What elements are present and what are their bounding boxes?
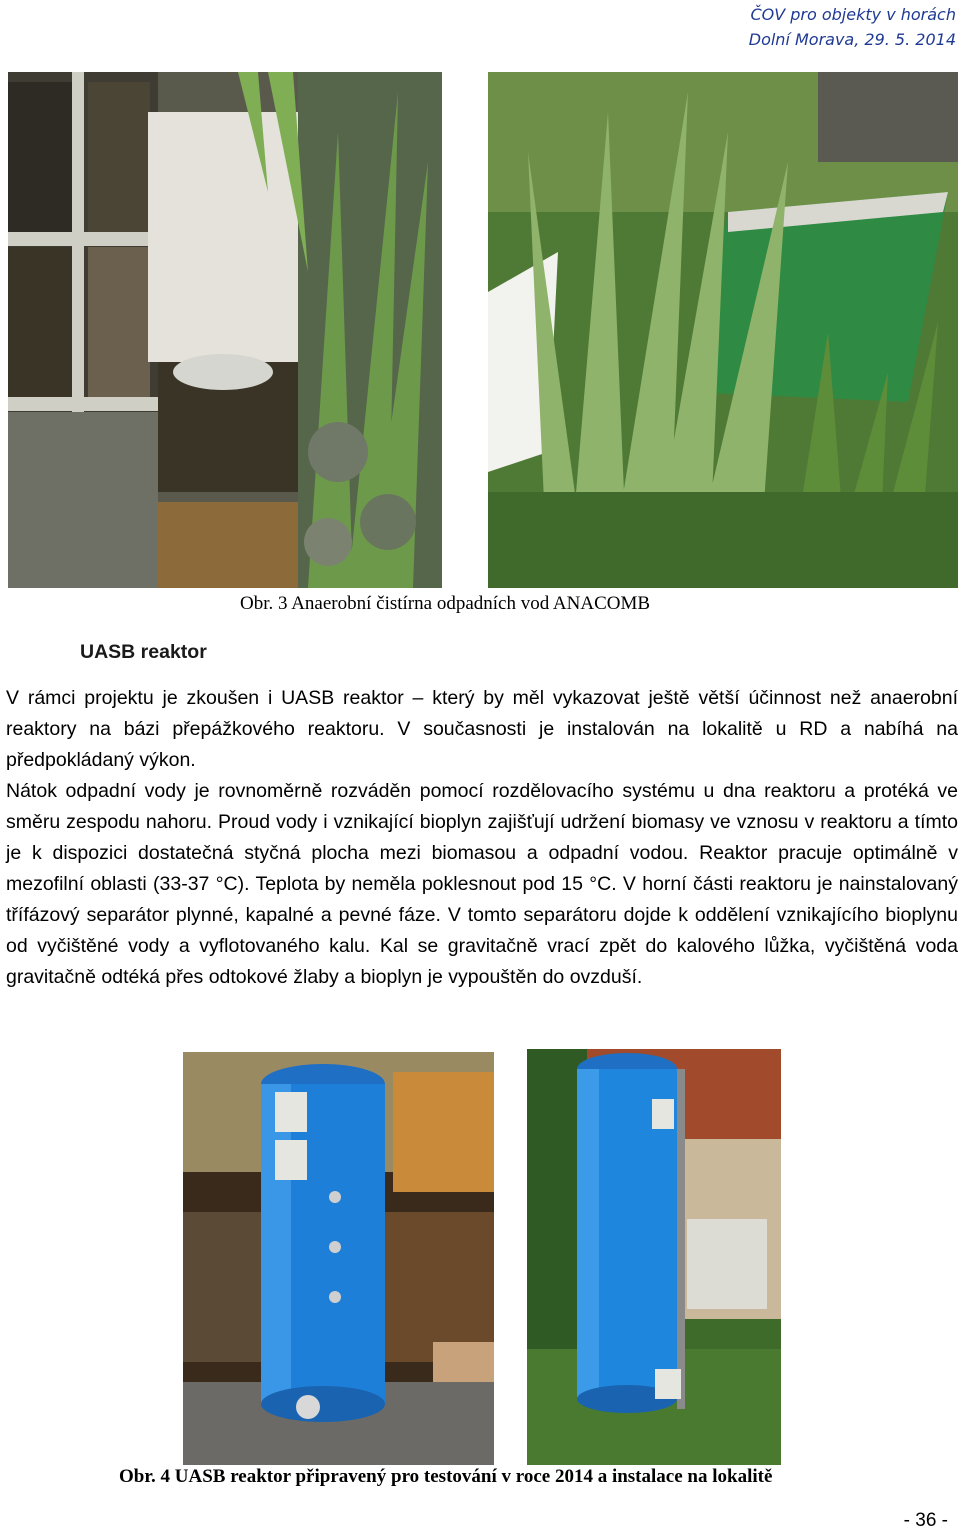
header-date: Dolní Morava, 29. 5. 2014 — [748, 30, 956, 49]
photo-reactor-workshop — [183, 1052, 494, 1465]
photo-anaerobic-tank — [8, 72, 442, 588]
paragraph-intro: V rámci projektu je zkoušen i UASB reaktor – který by měl vykazovat ještě větší účinnost než anaerobní reaktory na bázi přepážkového reaktoru. V současnosti je instalován na lokalitě u RD a nabíhá na předpokládaný výkon. — [6, 687, 958, 771]
section-heading: UASB reaktor — [80, 641, 207, 663]
photo-reactor-outdoor — [527, 1049, 781, 1465]
photo-filter-bed-image — [488, 72, 958, 588]
page-header — [749, 2, 956, 52]
header-title: ČOV pro objekty v horách — [750, 5, 956, 24]
paragraph-description: Nátok odpadní vody je rovnoměrně rozváděn pomocí rozdělovacího systému u dna reaktoru a protéká ve směru zespodu nahoru. Proud vody i vznikající bioplyn zajišťují udržení biomasy ve vznosu v reaktoru a tímto je k dispozici dostatečná styčná plocha mezi biomasou a odpadní vodou. Reaktor pracuje optimálně v mezofilní oblasti (33-37 °C). Teplota by neměla poklesnout pod 15 °C. V horní části reaktoru je nainstalovaný třífázový separátor plynné, kapalné a pevné fáze. V tomto separátoru dojde k oddělení vznikajícího bioplynu od vyčištěné vody a vyflotovaného kalu. Kal se gravitačně vrací zpět do kalového lůžka, vyčištěná voda gravitačně odtéká přes odtokové žlaby a bioplyn je vypouštěn do ovzduší. — [6, 780, 958, 988]
photo-filter-bed — [488, 72, 958, 588]
figure2-caption: Obr. 4 UASB reaktor připravený pro testování v roce 2014 a instalace na lokalitě — [119, 1466, 773, 1487]
photo-reactor-workshop-image — [183, 1052, 494, 1465]
photo-reactor-outdoor-image — [527, 1049, 781, 1465]
page-number: - 36 - — [903, 1510, 948, 1531]
photo-anaerobic-tank-image — [8, 72, 442, 588]
figure1-caption: Obr. 3 Anaerobní čistírna odpadních vod ANACOMB — [240, 593, 651, 614]
